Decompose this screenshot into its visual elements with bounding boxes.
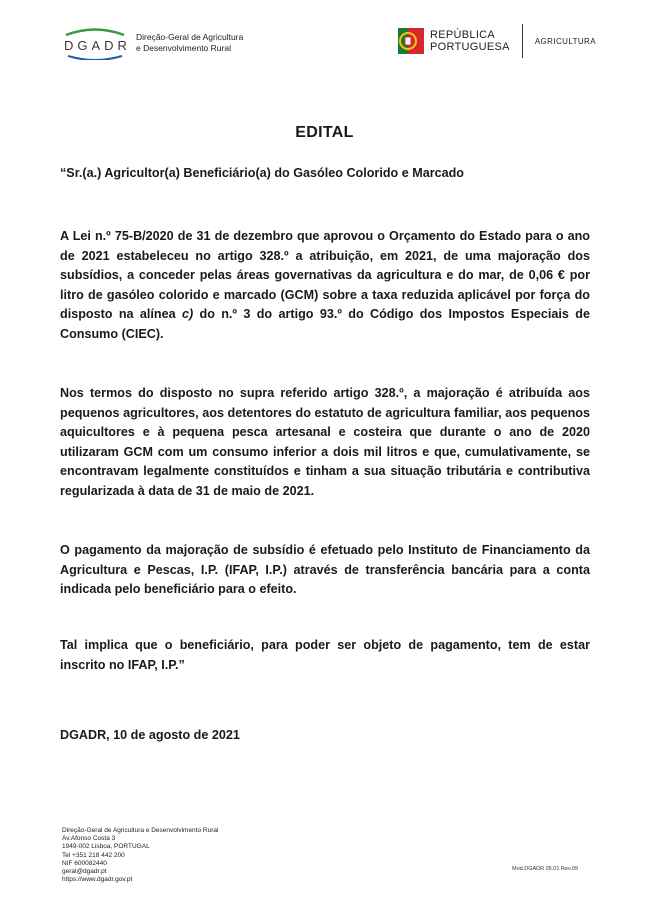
form-reference: Mod.DGADR 05.01 Rev.09 xyxy=(512,866,578,872)
paragraph-1-part-b: do n.º 3 do artigo 93.º do Código dos Impostos Especiais de Consumo (CIEC). xyxy=(60,307,590,341)
document-title: EDITAL xyxy=(295,124,354,141)
dgadr-header xyxy=(60,26,243,60)
dgadr-name xyxy=(136,32,243,54)
paragraph-1 xyxy=(60,227,590,344)
footer-website[interactable]: https://www.dgadr.gov.pt xyxy=(62,876,133,884)
footer-email[interactable]: geral@dgadr.pt xyxy=(62,868,107,876)
footer-org: Direção-Geral de Agricultura e Desenvolvimento Rural xyxy=(62,827,219,834)
paragraph-3: O pagamento da majoração de subsídio é efetuado pelo Instituto de Financiamento da Agricultura e Pescas, I.P. (IFAP, I.P.) através de transferência bancária para a conta indicada pelo beneficiário para o efeito. xyxy=(60,543,590,596)
footer-street: Av.Afonso Costa 3 xyxy=(62,835,116,843)
paragraph-2: Nos termos do disposto no supra referido artigo 328.º, a majoração é atribuída aos pequenos agricultores, aos detentores do estatuto de agricultura familiar, aos pequenos aquicultores e à pequena pesca artesanal e costeira que durante o ano de 2020 utilizaram GCM com um consumo inferior a dois mil litros e que, cumulativamente, se encontravam legalmente constituídos e tinham a sua situação tributária e contributiva regularizada à data de 31 de maio de 2021. xyxy=(60,386,590,498)
paragraph-4: Tal implica que o beneficiário, para poder ser objeto de pagamento, tem de estar inscrito no IFAP, I.P.” xyxy=(60,638,590,672)
dgadr-logo-text: DGADR xyxy=(64,38,131,53)
portugal-emblem-icon xyxy=(398,26,424,56)
dgadr-logo xyxy=(60,26,130,60)
republica-line1: REPÚBLICA xyxy=(430,29,496,41)
header-divider xyxy=(522,24,523,58)
document-subtitle: “Sr.(a.) Agricultor(a) Beneficiário(a) do Gasóleo Colorido e Marcado xyxy=(60,166,464,180)
paragraph-1-part-a: A Lei n.º 75-B/2020 de 31 de dezembro que aprovou o Orçamento do Estado para o ano de 2021 estabeleceu no artigo 328.º a atribuição, em 2021, de uma majoração dos subsídios, a conceder pelas áreas governativas da agricultura e do mar, de 0,06 € por litro de gasóleo colorido e marcado (GCM) sobre a taxa reduzida aplicável por força do disposto na alínea xyxy=(60,229,590,321)
dgadr-name-line1: Direção-Geral de Agricultura xyxy=(136,32,244,42)
paragraph-1-italic: c) xyxy=(181,307,194,321)
footer-address xyxy=(62,827,218,884)
republica-line2: PORTUGUESA xyxy=(430,41,510,53)
dgadr-name-line2: e Desenvolvimento Rural xyxy=(136,43,231,53)
date-line: DGADR, 10 de agosto de 2021 xyxy=(60,728,240,742)
footer-phone: Tel +351 218 442 200 xyxy=(62,851,125,859)
footer-nif: NIF 600082440 xyxy=(62,859,107,867)
footer-postal: 1949-002 Lisboa, PORTUGAL xyxy=(62,843,150,851)
ministry-label: AGRICULTURA xyxy=(534,36,596,46)
republica-text xyxy=(430,29,510,53)
republica-header xyxy=(398,24,596,58)
